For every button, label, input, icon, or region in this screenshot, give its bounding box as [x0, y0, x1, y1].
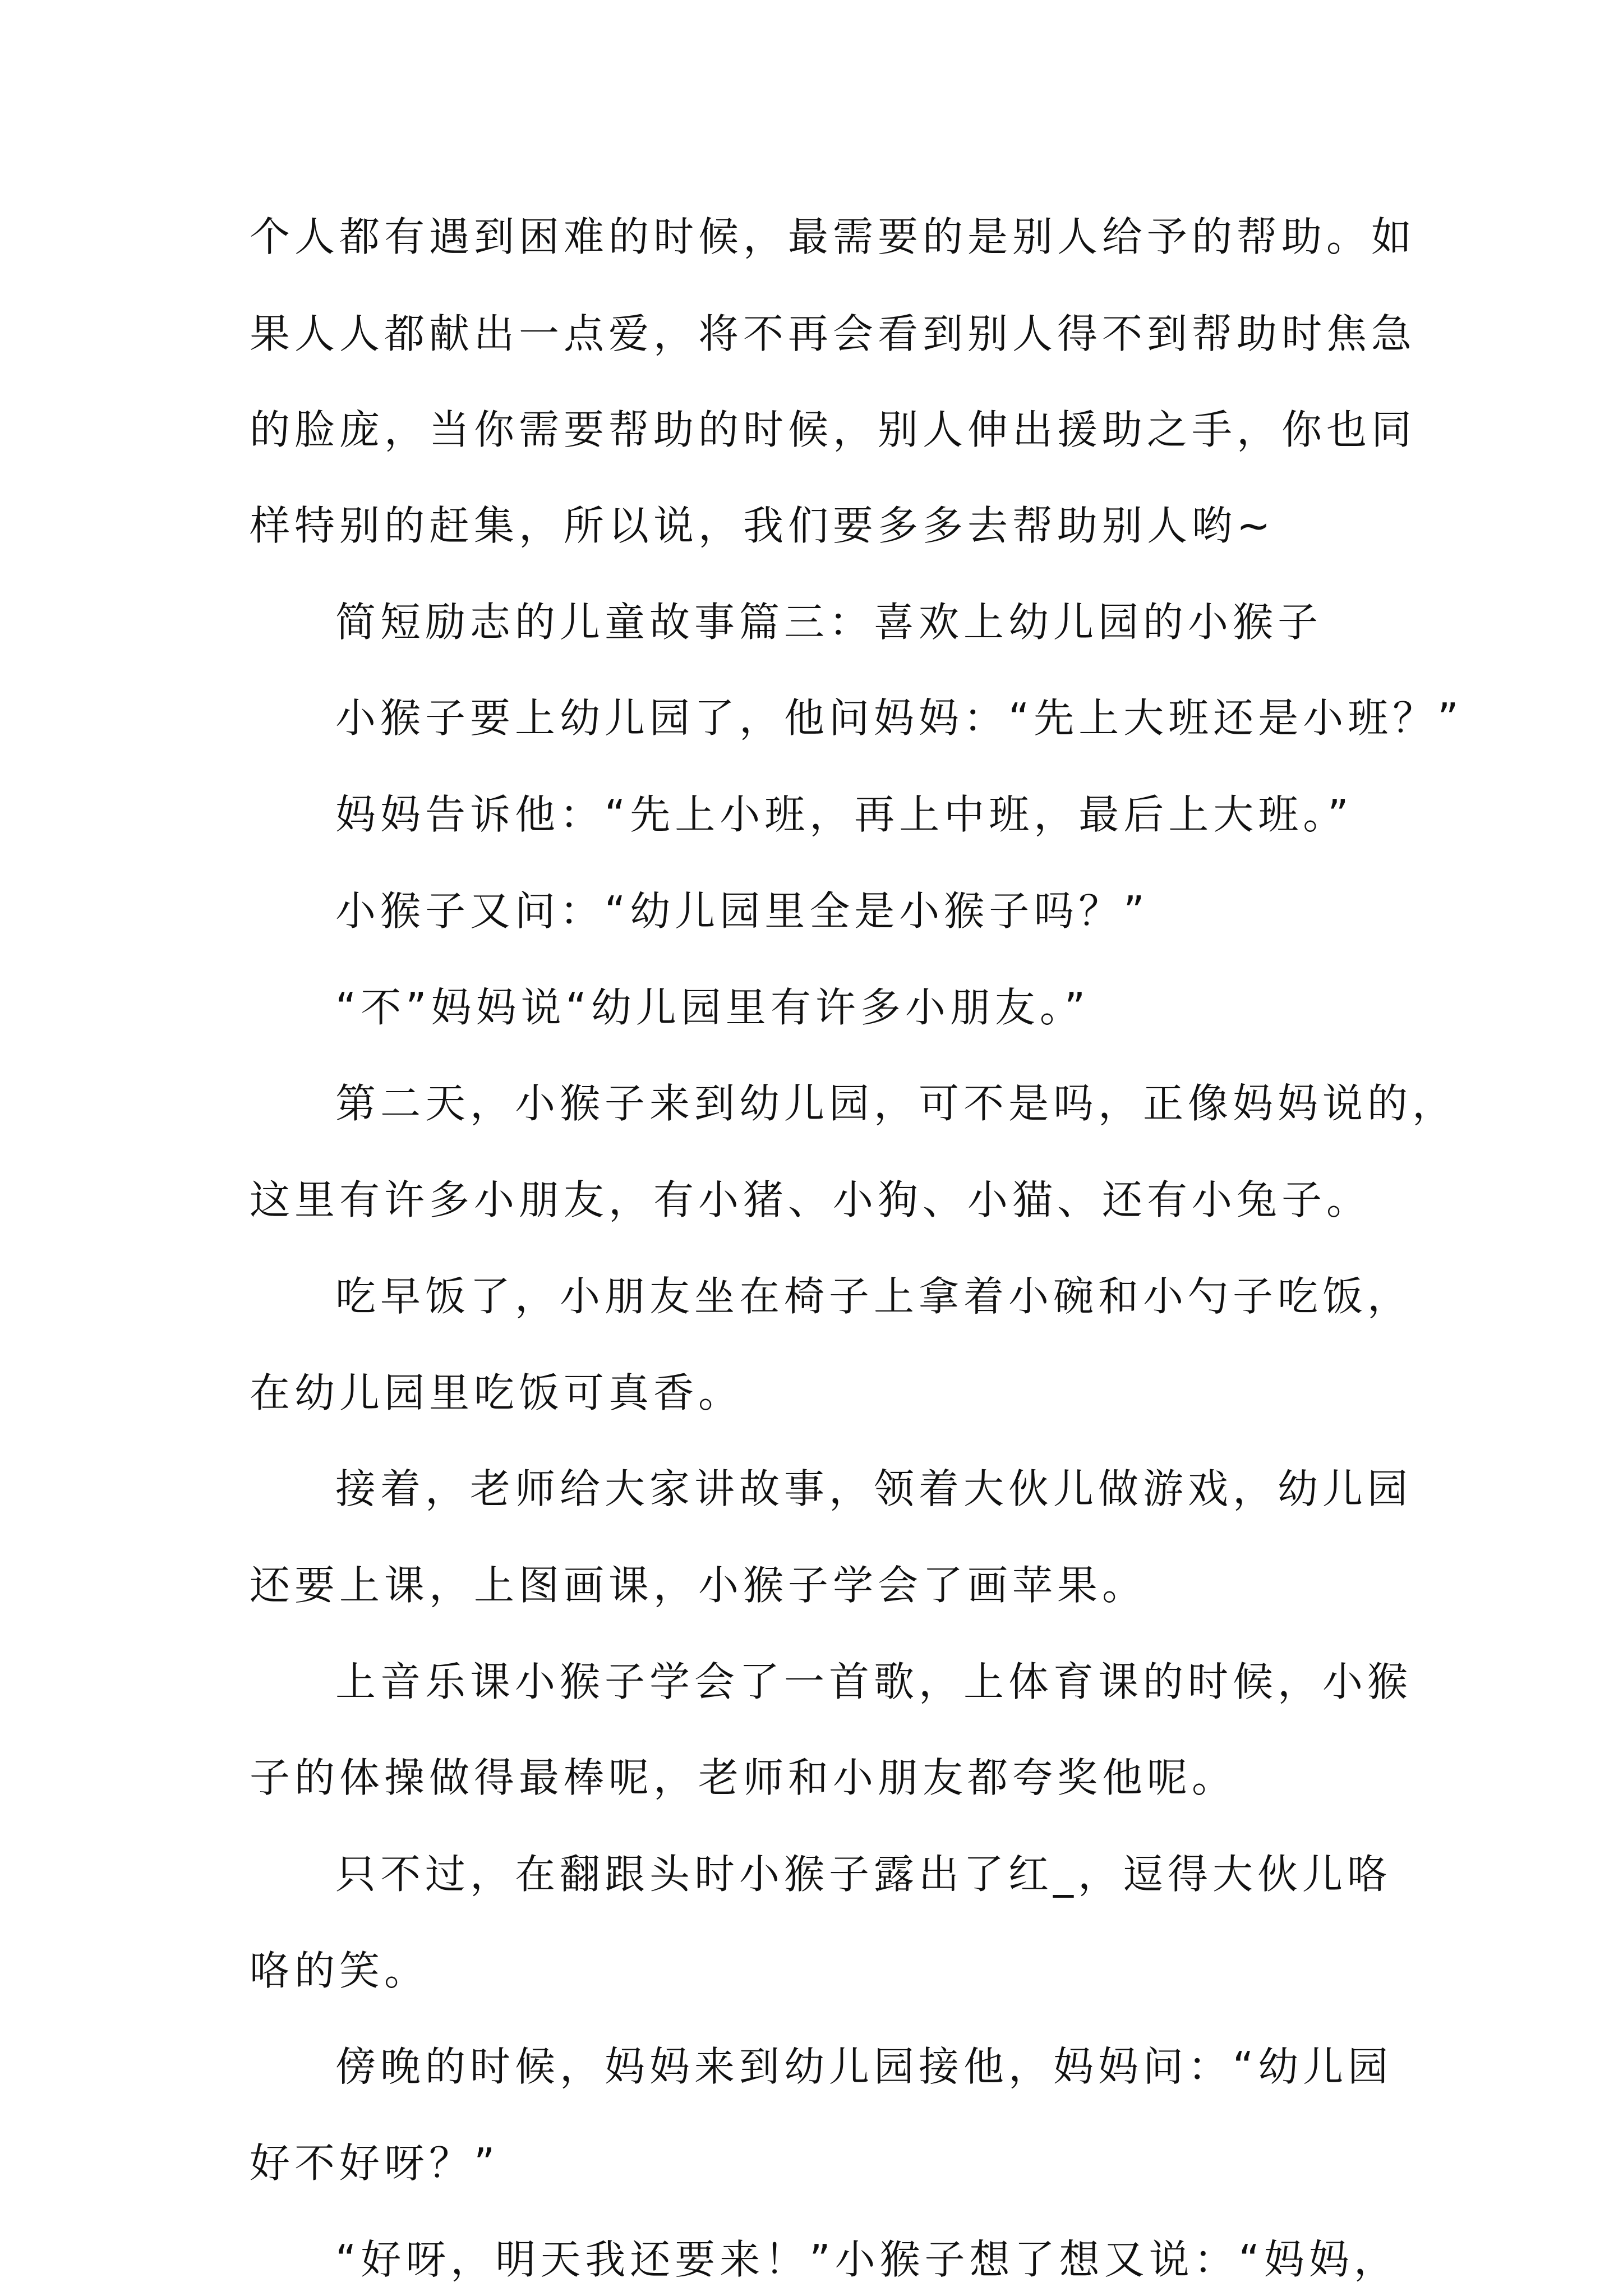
text-line: 好不好呀？”	[250, 2139, 500, 2187]
text-line: 咯的笑。	[250, 1947, 430, 1994]
text-line: “好呀，明天我还要来！”小猴子想了想又说：“妈妈，	[335, 2236, 1399, 2283]
text-line: 的脸庞，当你需要帮助的时候，别人伸出援助之手，你也同	[250, 406, 1417, 453]
text-line: 上音乐课小猴子学会了一首歌，上体育课的时候，小猴	[335, 1658, 1413, 1705]
text-line: 果人人都献出一点爱，将不再会看到别人得不到帮助时焦急	[250, 310, 1417, 357]
text-line: 只不过，在翻跟头时小猴子露出了红_，逗得大伙儿咯	[335, 1851, 1393, 1898]
text-line: 子的体操做得最棒呢，老师和小朋友都夸奖他呢。	[250, 1754, 1237, 1801]
text-line: 妈妈告诉他：“先上小班，再上中班，最后上大班。”	[335, 791, 1353, 838]
text-line: 小猴子要上幼儿园了，他问妈妈：“先上大班还是小班？”	[335, 694, 1463, 742]
text-line: 傍晚的时候，妈妈来到幼儿园接他，妈妈问：“幼儿园	[335, 2043, 1393, 2090]
text-line: 在幼儿园里吃饭可真香。	[250, 1369, 744, 1416]
text-line: 第二天，小猴子来到幼儿园，可不是吗，正像妈妈说的，	[335, 1080, 1458, 1127]
text-line: “不”妈妈说“幼儿园里有许多小朋友。”	[335, 984, 1090, 1031]
section-heading: 简短励志的儿童故事篇三：喜欢上幼儿园的小猴子	[335, 599, 1323, 646]
text-line: 小猴子又问：“幼儿园里全是小猴子吗？”	[335, 887, 1149, 935]
text-line: 吃早饭了，小朋友坐在椅子上拿着小碗和小勺子吃饭，	[335, 1273, 1413, 1320]
text-line: 这里有许多小朋友，有小猪、小狗、小猫、还有小兔子。	[250, 1176, 1372, 1223]
text-line: 还要上课，上图画课，小猴子学会了画苹果。	[250, 1562, 1147, 1609]
text-line: 个人都有遇到困难的时候，最需要的是别人给予的帮助。如	[250, 213, 1417, 260]
text-line: 接着，老师给大家讲故事，领着大伙儿做游戏，幼儿园	[335, 1465, 1413, 1512]
text-line: 样特别的赶集，所以说，我们要多多去帮助别人哟~	[250, 502, 1275, 549]
